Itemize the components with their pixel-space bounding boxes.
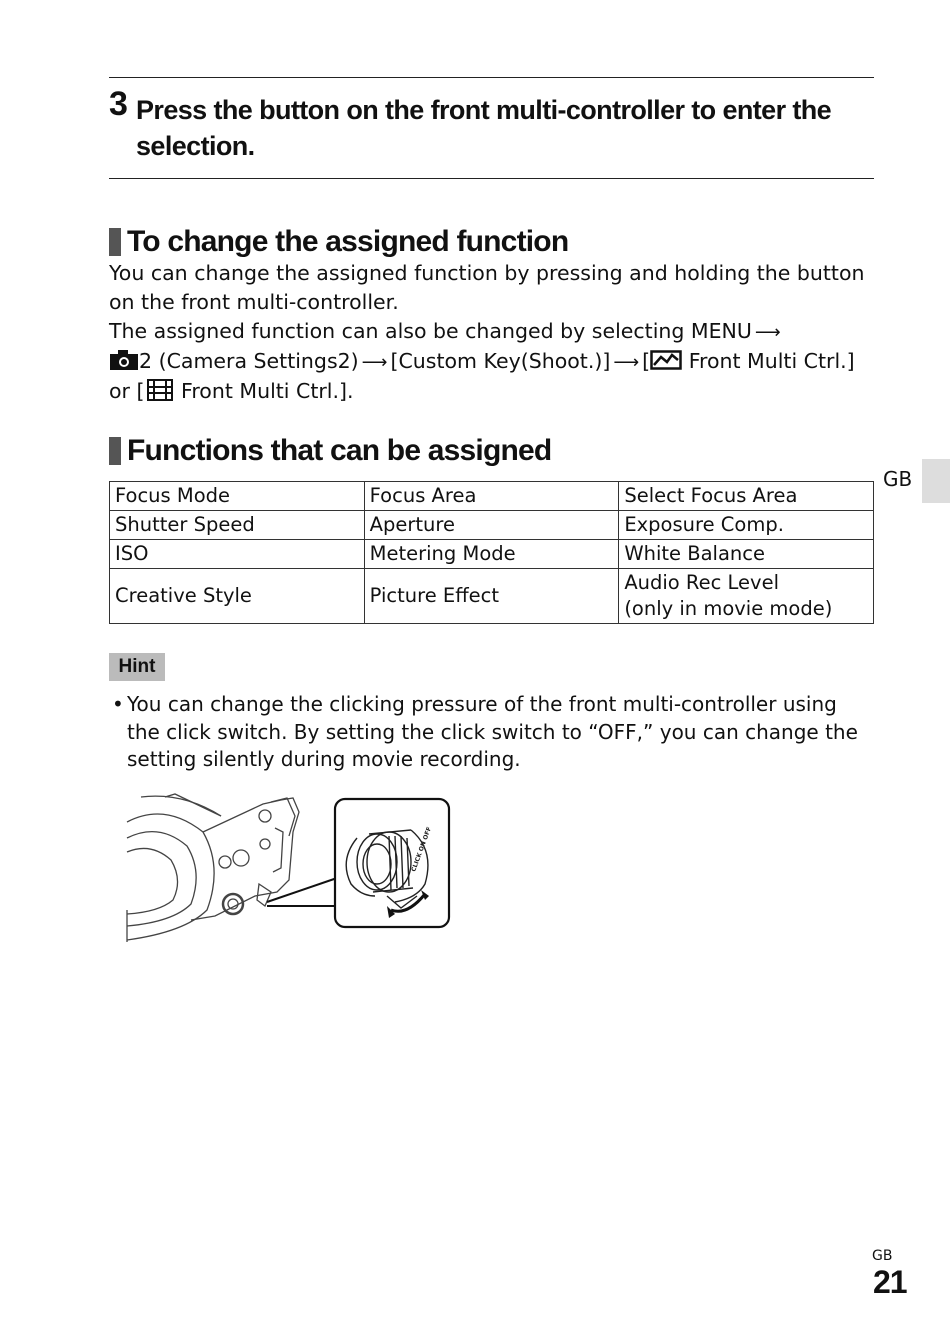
para1: You can change the assigned function by pressing and holding the button on the front multi-controller. xyxy=(109,261,865,314)
arrow-icon: ⟶ xyxy=(754,322,781,343)
movie-icon xyxy=(145,379,175,401)
arrow-icon: ⟶ xyxy=(613,352,640,373)
heading-text: To change the assigned function xyxy=(127,225,569,258)
side-tab xyxy=(922,459,950,503)
dial-label: CLICK ON OFF xyxy=(410,826,433,873)
bracket-open: [ xyxy=(642,349,651,373)
table-cell: Metering Mode xyxy=(364,540,619,569)
para2-prefix: The assigned function can also be changed by selecting MENU xyxy=(109,319,752,343)
step-3 xyxy=(109,86,869,164)
para2 xyxy=(109,317,879,406)
arrow-icon: ⟶ xyxy=(361,352,388,373)
front-multi-movie: Front Multi Ctrl.]. xyxy=(181,379,354,403)
heading-marker xyxy=(109,437,121,465)
heading-marker xyxy=(109,228,121,256)
table-row xyxy=(110,569,874,624)
table-row xyxy=(110,540,874,569)
camera-settings-icon xyxy=(109,349,139,371)
footer-language: GB xyxy=(872,1248,893,1264)
table-cell: Picture Effect xyxy=(364,569,619,624)
table-cell: Creative Style xyxy=(110,569,365,624)
hint-text: You can change the clicking pressure of the front multi-controller using the click switch. By setting the click switch to “OFF,” you can change the setting silently during movie recording. xyxy=(127,692,858,771)
table-cell: Select Focus Area xyxy=(619,482,874,511)
step-bottom-rule xyxy=(109,178,874,179)
heading-change-function xyxy=(109,225,568,259)
hint-bullet xyxy=(112,691,872,774)
hint-label: Hint xyxy=(109,653,165,681)
table-cell: Focus Area xyxy=(364,482,619,511)
camera-icon-number: 2 xyxy=(139,349,153,373)
change-function-paragraph xyxy=(109,259,879,406)
table-cell: White Balance xyxy=(619,540,874,569)
top-rule xyxy=(109,77,874,78)
functions-table xyxy=(109,481,874,624)
or-label: or [ xyxy=(109,379,145,403)
table-cell: Shutter Speed xyxy=(110,511,365,540)
custom-key-label: [Custom Key(Shoot.)] xyxy=(390,349,611,373)
table-row xyxy=(110,511,874,540)
heading-assignable-functions xyxy=(109,434,551,468)
heading-text: Functions that can be assigned xyxy=(127,434,552,467)
still-image-icon xyxy=(650,349,682,371)
front-multi-photo: Front Multi Ctrl.] xyxy=(688,349,855,373)
table-cell: ISO xyxy=(110,540,365,569)
side-tab-label: GB xyxy=(883,467,913,491)
camera-illustration xyxy=(125,792,455,944)
table-cell: Aperture xyxy=(364,511,619,540)
table-cell: Focus Mode xyxy=(110,482,365,511)
table-row xyxy=(110,482,874,511)
step-number: 3 xyxy=(109,85,128,123)
camera-settings-label: (Camera Settings2) xyxy=(158,349,359,373)
bullet-dot: • xyxy=(112,692,124,716)
table-cell: Exposure Comp. xyxy=(619,511,874,540)
table-cell xyxy=(619,569,874,624)
cell-line2: (only in movie mode) xyxy=(624,597,833,620)
page-number: 21 xyxy=(873,1264,907,1300)
cell-line1: Audio Rec Level xyxy=(624,571,779,594)
step-text: Press the button on the front multi-controller to enter the selection. xyxy=(136,95,832,161)
